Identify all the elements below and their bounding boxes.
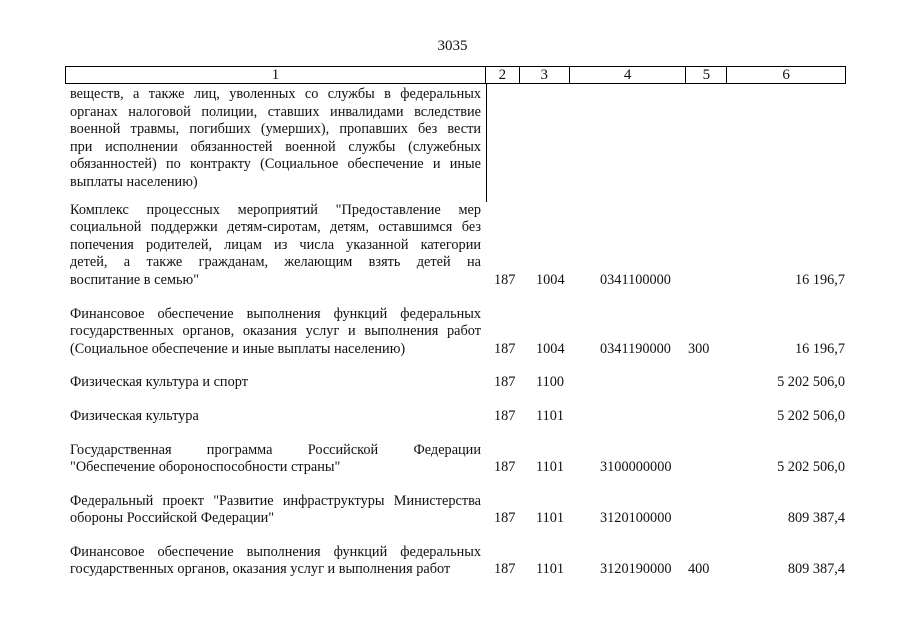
description-line: государственных органов, оказания услуг и выполнения работ [70, 561, 451, 578]
amount: 809 387,4 [787, 510, 845, 527]
header-col-5: 5 [686, 67, 727, 83]
row-description [70, 374, 481, 392]
table-header [65, 66, 846, 84]
row-description [70, 202, 481, 290]
table-body [70, 86, 845, 579]
section-code: 1004 [536, 340, 565, 357]
description-line: при исполнении обязанностей военной службы (служебных [70, 138, 481, 155]
table-row [70, 374, 845, 392]
row-description [70, 544, 481, 579]
description-line: воспитание в семью" [70, 271, 200, 288]
table-row [70, 442, 845, 477]
target-article-code: 3120190000 [600, 561, 672, 578]
description-line: Физическая культура и спорт [70, 374, 248, 391]
header-col-1: 1 [66, 67, 486, 83]
table-row [70, 306, 845, 359]
section-code: 1101 [536, 510, 565, 527]
table-row [70, 408, 845, 426]
description-line: Финансовое обеспечение выполнения функций федеральных [70, 305, 481, 322]
header-col-2: 2 [486, 67, 520, 83]
description-line: Физическая культура [70, 407, 199, 424]
description-line: обороны Российской Федерации" [70, 510, 275, 527]
page-number: 3035 [437, 38, 468, 54]
description-line: выплаты населению) [70, 173, 198, 190]
table-row [70, 86, 845, 192]
description-line: Федеральный проект "Развитие инфраструктуры Министерства [70, 492, 481, 509]
amount: 5 202 506,0 [777, 374, 845, 391]
target-article-code: 3100000000 [600, 459, 672, 476]
table-row [70, 493, 845, 528]
target-article-code: 0341190000 [600, 340, 671, 357]
row-description [70, 493, 481, 528]
ministry-code: 187 [494, 561, 516, 578]
row-description [70, 306, 481, 359]
section-code: 1004 [536, 271, 565, 288]
description-line: попечения родителей, лицам из числа указанной категории [70, 236, 481, 253]
section-code: 1101 [536, 407, 565, 424]
description-line: органах налоговой полиции, ставших инвалидами вследствие [70, 103, 481, 120]
header-col-6: 6 [782, 67, 790, 83]
amount: 16 196,7 [794, 271, 845, 288]
amount: 809 387,4 [787, 561, 845, 578]
description-line: обязанностей) по контракту (Социальное обеспечение и иные [70, 156, 481, 173]
expense-type-code: 300 [688, 340, 710, 357]
description-line: государственных органов, оказания услуг и выполнения работ [70, 323, 481, 340]
description-line: веществ, а также лиц, уволенных со службы в федеральных [70, 86, 481, 102]
section-code: 1100 [536, 374, 565, 391]
row-description [70, 408, 481, 426]
target-article-code: 3120100000 [600, 510, 672, 527]
description-line: Финансовое обеспечение выполнения функций федеральных [70, 543, 481, 560]
row-description [70, 86, 481, 192]
amount: 16 196,7 [794, 340, 845, 357]
amount: 5 202 506,0 [777, 459, 845, 476]
ministry-code: 187 [494, 340, 516, 357]
header-col-4: 4 [570, 67, 687, 83]
description-line: социальной поддержки детям-сиротам, детям, оставшимся без [70, 219, 481, 236]
amount: 5 202 506,0 [777, 407, 845, 424]
ministry-code: 187 [494, 271, 516, 288]
description-line: детей, а также гражданам, желающим взять детей на [70, 254, 481, 271]
ministry-code: 187 [494, 374, 516, 391]
description-line: Комплекс процессных мероприятий "Предоставление мер [70, 201, 481, 218]
section-code: 1101 [536, 459, 565, 476]
expense-type-code: 400 [688, 561, 710, 578]
ministry-code: 187 [494, 510, 516, 527]
table-row [70, 544, 845, 579]
header-col-3: 3 [520, 67, 570, 83]
section-code: 1101 [536, 561, 565, 578]
ministry-code: 187 [494, 407, 516, 424]
table-row [70, 202, 845, 290]
description-line: Государственная программа Российской Федерации [70, 441, 481, 458]
row-description [70, 442, 481, 477]
description-line: (Социальное обеспечение и иные выплаты населению) [70, 340, 406, 357]
description-line: военной травмы, погибших (умерших), пропавших без вести [70, 121, 481, 138]
description-line: "Обеспечение обороноспособности страны" [70, 459, 341, 476]
target-article-code: 0341100000 [600, 271, 671, 288]
ministry-code: 187 [494, 459, 516, 476]
